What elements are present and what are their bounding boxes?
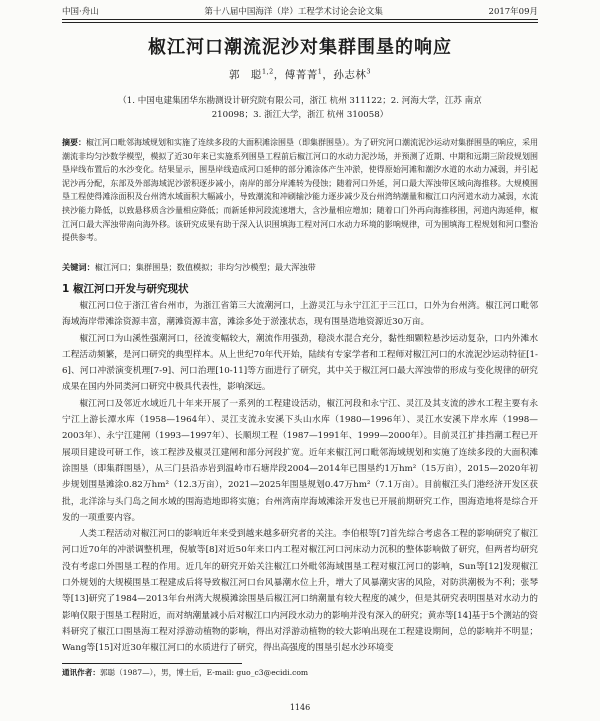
abstract bbox=[62, 136, 538, 245]
footnote-rule bbox=[62, 663, 242, 664]
header-rule-thin bbox=[62, 22, 538, 23]
author-2: 傅菁菁 bbox=[284, 69, 318, 81]
header-proceedings: 第十八届中国海洋（岸）工程学术讨论会论文集 bbox=[204, 7, 383, 17]
paragraph: 椒江河口及邻近水域近几十年来开展了一系列的工程建设活动，椒江河段和永宁江、灵江及其支流的涉水工程主要有永宁江上游长潭水库（1958—1964年）、灵江支流永安溪下头山水库（1980—1996年）、灵江水安溪下岸水库（1998—2003年）、永宁江建闸（1993—1997年）、长顺坝工程（1987—1991年、1999—2000年）。目前灵江扩排挡潮工程已开展项目建设可研工作，该工程涉及椒灵江建闸和部分河段扩宽。近年来椒江河口毗邻海域规划和实施了连续多段的大面积滩涂围垦（即集群围垦），从三门县沿赤岩到温岭市石塘岸段2004—2014年已围垦约1万hm²（15万亩），2015—2020年初步规划围垦滩涂0.82万hm²（12.3万亩），2021—2025年围垦规划0.47万hm²（7.1万亩）。目前椒江头门港经济开发区获批，北洋涂与头门岛之间水域的围海造地即将实施；台州湾南岸海域滩涂开发也已开展前期研究工作，围海造地将是综合开发的一项重要内容。 bbox=[62, 398, 538, 523]
footnote-text: 郭聪（1987—），男，博士后，E-mail: guo_c3@ecidi.com bbox=[99, 668, 309, 677]
author-2-affil: 1 bbox=[317, 67, 323, 76]
footnote-label: 通讯作者： bbox=[62, 668, 100, 677]
footnote bbox=[62, 667, 538, 678]
header-date: 2017年09月 bbox=[488, 7, 538, 17]
keywords-label: 关键词： bbox=[62, 262, 95, 272]
affiliation-line-2: 210098；3. 浙江大学，浙江 杭州 310058） bbox=[211, 110, 389, 120]
author-list bbox=[62, 67, 538, 82]
section-heading: 1 椒江河口开发与研究现状 bbox=[62, 283, 189, 295]
body-text bbox=[62, 298, 538, 657]
header-location: 中国·舟山 bbox=[62, 7, 99, 17]
page-number: 1146 bbox=[289, 703, 311, 712]
affiliations bbox=[90, 94, 510, 122]
keywords-text: 椒江河口；集群围垦；数值模拟；非均匀沙模型；最大浑浊带 bbox=[94, 262, 316, 272]
abstract-label: 摘要： bbox=[62, 138, 86, 147]
author-separator: ， bbox=[273, 69, 285, 81]
keywords bbox=[62, 262, 538, 273]
author-3-affil: 3 bbox=[366, 67, 372, 76]
author-3: 孙志林 bbox=[333, 69, 367, 81]
author-1-affil: 1,2 bbox=[261, 67, 274, 76]
author-separator: ， bbox=[322, 69, 334, 81]
author-1: 郭 聪 bbox=[228, 69, 262, 81]
paper-title: 椒江河口潮流泥沙对集群围垦的响应 bbox=[148, 37, 452, 58]
paragraph: 人类工程活动对椒江河口的影响近年来受到越来越多研究者的关注。李伯根等[7]首先综合考虑各工程的影响研究了椒江河口近70年的冲淤调整机理，倪敏等[8]对近50年来口内工程对椒江河口河床动力沉积的整体影响做了研究，但两者均研究没有考虑口外围垦工程的作用。近几年的研究开始关注椒江口外毗邻海域围垦工程对椒江河口的影响，Sun等[12]发现椒江口外规划的大规模围垦工程建成后将导致椒江河口台风暴潮水位上升，增大了风暴潮灾害的风险，对防洪潮极为不利；张琴等[13]研究了1984—2013年台州湾大规模滩涂围垦后椒江河口纳潮量有较大程度的减少，但是其研究表明围垦对水动力的影响仅限于围垦工程附近，而对纳潮量减小后对椒江口内河段水动力的影响并没有深入的研究；黄赤等[14]基于5个测站的资料研究了椒江口围垦海工程对浮游动植物的影响，得出对浮游动植物的较大影响出现在工程建设期间，总的影响并不明显；Wang等[15]对近30年椒江河口的水质进行了研究，得出高强度的围垦引起水沙环境变 bbox=[62, 529, 538, 654]
abstract-text: 椒江河口毗邻海域规划和实施了连续多段的大面积滩涂围垦（即集群围垦）。为了研究河口潮流泥沙运动对集群围垦的响应，采用潮流非均匀沙数学模型，模拟了近30年来已实施系列围垦工程前后椒江河口的水动力泥沙场，并预测了近期、中期和远期三阶段规划围垦岸线布置后的水沙变化。结果显示，围垦岸线造成河口延伸的部分滩涂体产生冲淤，使得原始河滩和潮汐水道的水动力减弱，并引起泥沙再分配，东部及外部海域泥沙淤积逐步减小，南岸的部分岸滩转为侵蚀；随着河口外延，河口最大浑浊带区域向海推移。大规模围垦工程使得滩涂面积及台州湾水域面积大幅减小，导致潮流和冲刷输沙能力逐步减少及台州湾纳潮量和椒江口内河道水动力减弱，水流挟沙能力降低，以致悬移质含沙量相应降低；而新延伸河段流速增大，含沙量相应增加；随着口门外再向海推移围，河道内海延伸，椒江河口最大浑浊带南向海外移。该研究成果有助于深入认识围填海工程对河口水动力环境的影响规律，可为围填海工程规划和河口整治提供参考。 bbox=[62, 138, 538, 243]
running-header bbox=[62, 4, 538, 18]
paragraph: 椒江河口位于浙江省台州市，为浙江省第三大流潮河口，上游灵江与永宁江汇于三江口，口外为台州湾。椒江河口毗邻海域海岸带滩涂资源丰富，潮滩资源丰富，滩涂多处于淤涨状态，现有围垦造地资源近30万亩。 bbox=[62, 301, 538, 328]
affiliation-line-1: （1. 中国电建集团华东勘测设计研究院有限公司，浙江 杭州 311122；2. 河海大学，江苏 南京 bbox=[118, 96, 482, 106]
header-rule bbox=[62, 19, 538, 20]
paragraph: 椒江河口为山溪性强潮河口，径流变幅较大，潮流作用强劲，稳淡水混合充分，黏性细颗粒悬沙运动复杂，口内外滩水工程活动频繁，是河口研究的典型样本。从上世纪70年代开始，陆续有专家学者和工程师对椒江河口的水流泥沙运动特征[1-6]、河口冲淤演变机理[7-9]、河口治理[10-11]等方面进行了研究，其中关于椒江河口最大浑浊带的形成与变化规律的研究成果在国内外同类河口研究中极具代表性，影响深远。 bbox=[62, 333, 538, 393]
